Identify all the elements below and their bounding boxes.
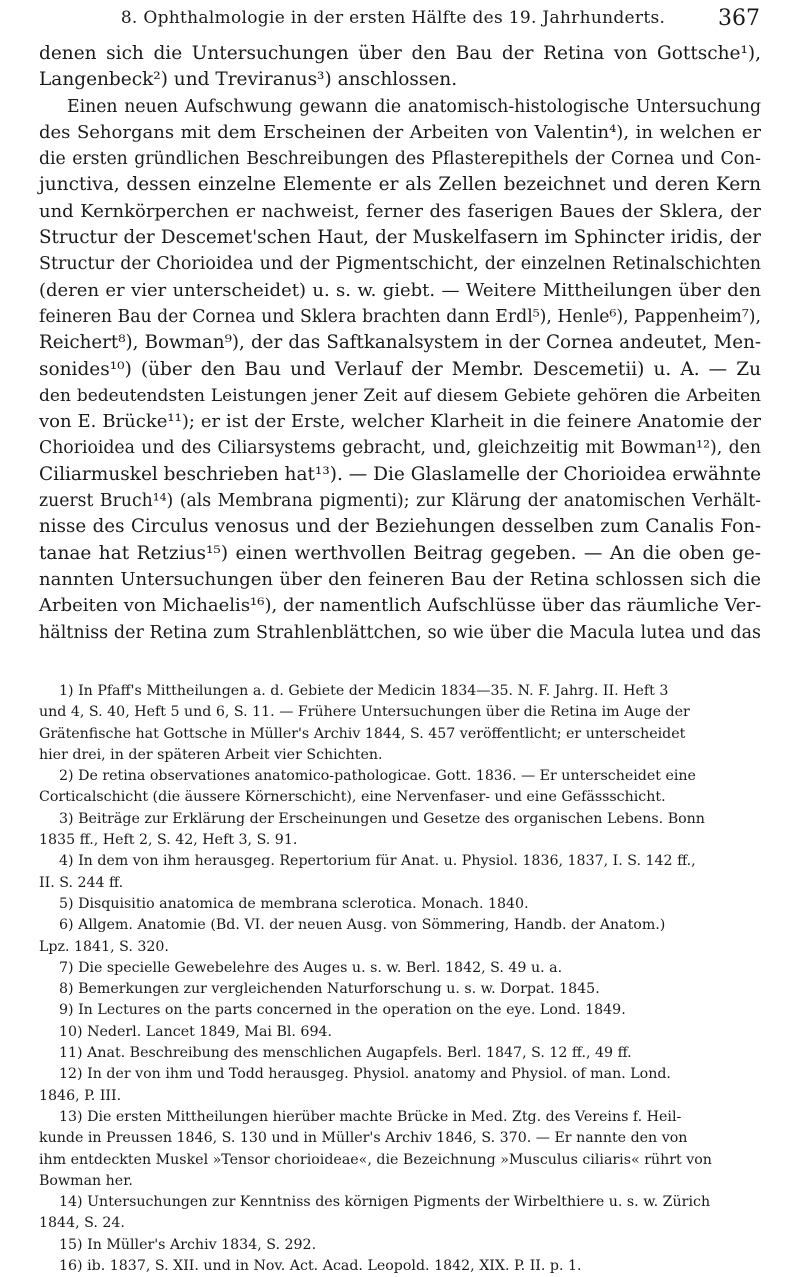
running-title: 8. Ophthalmologie in der ersten Hälfte des 19. Jahrhunderts. (120, 8, 666, 28)
footnote-line: 12) In der von ihm und Todd herausgeg. Physiol. anatomy and Physiol. of man. Lond. (59, 1066, 671, 1083)
footnote-line: 5) Disquisitio anatomica de membrana sclerotica. Monach. 1840. (59, 895, 529, 912)
footnote-line: 4) In dem von ihm herausgeg. Repertorium für Anat. u. Physiol. 1836, 1837, I. S. 142 ff., (59, 853, 696, 870)
footnote-line: 13) Die ersten Mittheilungen hierüber machte Brücke in Med. Ztg. des Vereins f. Heil- (59, 1108, 682, 1125)
footnote-line: 3) Beiträge zur Erklärung der Erscheinungen und Gesetze des organischen Lebens. Bonn (59, 810, 705, 827)
main-text (39, 41, 761, 646)
footnote-line: Lpz. 1841, S. 320. (39, 938, 169, 955)
footnote-line: 9) In Lectures on the parts concerned in the operation on the eye. Lond. 1849. (59, 1002, 626, 1019)
text-line: tanae hat Retzius¹⁵) einen werthvollen Beitrag gegeben. — An die oben ge- (39, 542, 761, 564)
footnote-line: 10) Nederl. Lancet 1849, Mai Bl. 694. (59, 1023, 333, 1040)
text-line: feineren Bau der Cornea und Sklera brachten dann Erdl⁵), Henle⁶), Pappenheim⁷), (39, 306, 761, 327)
text-line: Reichert⁸), Bowman⁹), der das Saftkanalsystem in der Cornea andeutet, Men- (39, 332, 761, 354)
text-line: Structur der Chorioidea und der Pigmentschicht, der einzelnen Retinalschichten (39, 254, 761, 275)
text-line: denen sich die Untersuchungen über den Bau der Retina von Gottsche¹), (39, 43, 761, 64)
footnote-line: 16) ib. 1837, S. XII. und in Nov. Act. Acad. Leopold. 1842, XIX. P. II. p. 1. (59, 1258, 582, 1275)
text-line: den bedeutendsten Leistungen jener Zeit auf diesem Gebiete gehören die Arbeiten (39, 385, 761, 406)
footnote-line: 15) In Müller's Archiv 1834, S. 292. (59, 1236, 317, 1253)
footnote-line: 14) Untersuchungen zur Kenntniss des körnigen Pigments der Wirbelthiere u. s. w. Zürich (59, 1194, 711, 1211)
text-line: Arbeiten von Michaelis¹⁶), der namentlich Aufschlüsse über das räumliche Ver- (39, 595, 762, 617)
text-line: sonides¹⁰) (über den Bau und Verlauf der Membr. Descemetii) u. A. — Zu (39, 358, 761, 380)
footnote-line: 1835 ff., Heft 2, S. 42, Heft 3, S. 91. (39, 832, 298, 849)
running-header (0, 4, 800, 34)
footnote-line: ihm entdeckten Muskel »Tensor chorioideae«, die Bezeichnung »Musculus ciliaris« rührt von (39, 1151, 712, 1168)
page-number: 367 (718, 6, 760, 31)
footnote-line: II. S. 244 ff. (39, 874, 124, 891)
text-line: und Kernkörperchen er nachweist, ferner des faserigen Baues der Sklera, der (39, 200, 761, 222)
text-line: Structur der Descemet'schen Haut, der Muskelfasern im Sphincter iridis, der (39, 227, 761, 249)
text-line: junctiva, dessen einzelne Elemente er als Zellen bezeichnet und deren Kern (39, 174, 761, 196)
text-line: nisse des Circulus venosus und der Beziehungen desselben zum Canalis Fon- (39, 516, 761, 538)
footnote-line: 7) Die specielle Gewebelehre des Auges u. s. w. Berl. 1842, S. 49 u. a. (59, 959, 563, 976)
text-line: (deren er vier unterscheidet) u. s. w. giebt. — Weitere Mittheilungen über den (39, 279, 761, 301)
footnote-line: kunde in Preussen 1846, S. 130 und in Müller's Archiv 1846, S. 370. — Er nannte den von (39, 1130, 688, 1147)
text-line: von E. Brücke¹¹); er ist der Erste, welcher Klarheit in die feinere Anatomie der (39, 411, 761, 433)
text-line: des Sehorgans mit dem Erscheinen der Arbeiten von Valentin⁴), in welchen er (39, 121, 761, 143)
footnote-line: 11) Anat. Beschreibung des menschlichen Augapfels. Berl. 1847, S. 12 ff., 49 ff. (59, 1045, 632, 1062)
footnote-line: Corticalschicht (die äussere Körnerschicht), eine Nervenfaser- und eine Gefässschicht. (39, 789, 666, 806)
footnote-line: Bowman her. (39, 1172, 133, 1189)
text-line: hältniss der Retina zum Strahlenblättchen, so wie über die Macula lutea und das (39, 622, 761, 643)
text-line: nannten Untersuchungen über den feineren Bau der Retina schlossen sich die (39, 568, 761, 590)
footnote-line: 2) De retina observationes anatomico-pathologicae. Gott. 1836. — Er unterscheidet eine (59, 768, 696, 785)
footnote-line: hier drei, in der späteren Arbeit vier Schichten. (39, 746, 383, 763)
text-line: Einen neuen Aufschwung gewann die anatomisch-histologische Untersuchung (67, 96, 761, 117)
text-line: zuerst Bruch¹⁴) (als Membrana pigmenti); zur Klärung der anatomischen Verhält- (39, 491, 761, 512)
footnote-line: 1846, P. III. (39, 1087, 122, 1104)
text-line: Langenbeck²) und Treviranus³) anschlossen. (39, 69, 458, 91)
footnote-line: und 4, S. 40, Heft 5 und 6, S. 11. — Frühere Untersuchungen über die Retina im Auge der (39, 704, 690, 721)
footnote-line: 1844, S. 24. (39, 1215, 125, 1232)
footnote-line: 6) Allgem. Anatomie (Bd. VI. der neuen Ausg. von Sömmering, Handb. der Anatom.) (59, 917, 666, 934)
footnote-line: 8) Bemerkungen zur vergleichenden Naturforschung u. s. w. Dorpat. 1845. (59, 981, 600, 998)
text-line: Ciliarmuskel beschrieben hat¹³). — Die Glaslamelle der Chorioidea erwähnte (39, 463, 762, 485)
footnote-line: 1) In Pfaff's Mittheilungen a. d. Gebiete der Medicin 1834—35. N. F. Jahrg. II. Heft 3 (59, 683, 669, 699)
text-line: die ersten gründlichen Beschreibungen des Pflasterepithels der Cornea und Con- (39, 149, 761, 170)
text-line: Chorioidea und des Ciliarsystems gebracht, und, gleichzeitig mit Bowman¹²), den (39, 438, 761, 459)
footnotes (39, 681, 761, 1277)
footnote-line: Grätenfische hat Gottsche in Müller's Archiv 1844, S. 457 veröffentlicht; er unterscheidet (39, 725, 686, 742)
